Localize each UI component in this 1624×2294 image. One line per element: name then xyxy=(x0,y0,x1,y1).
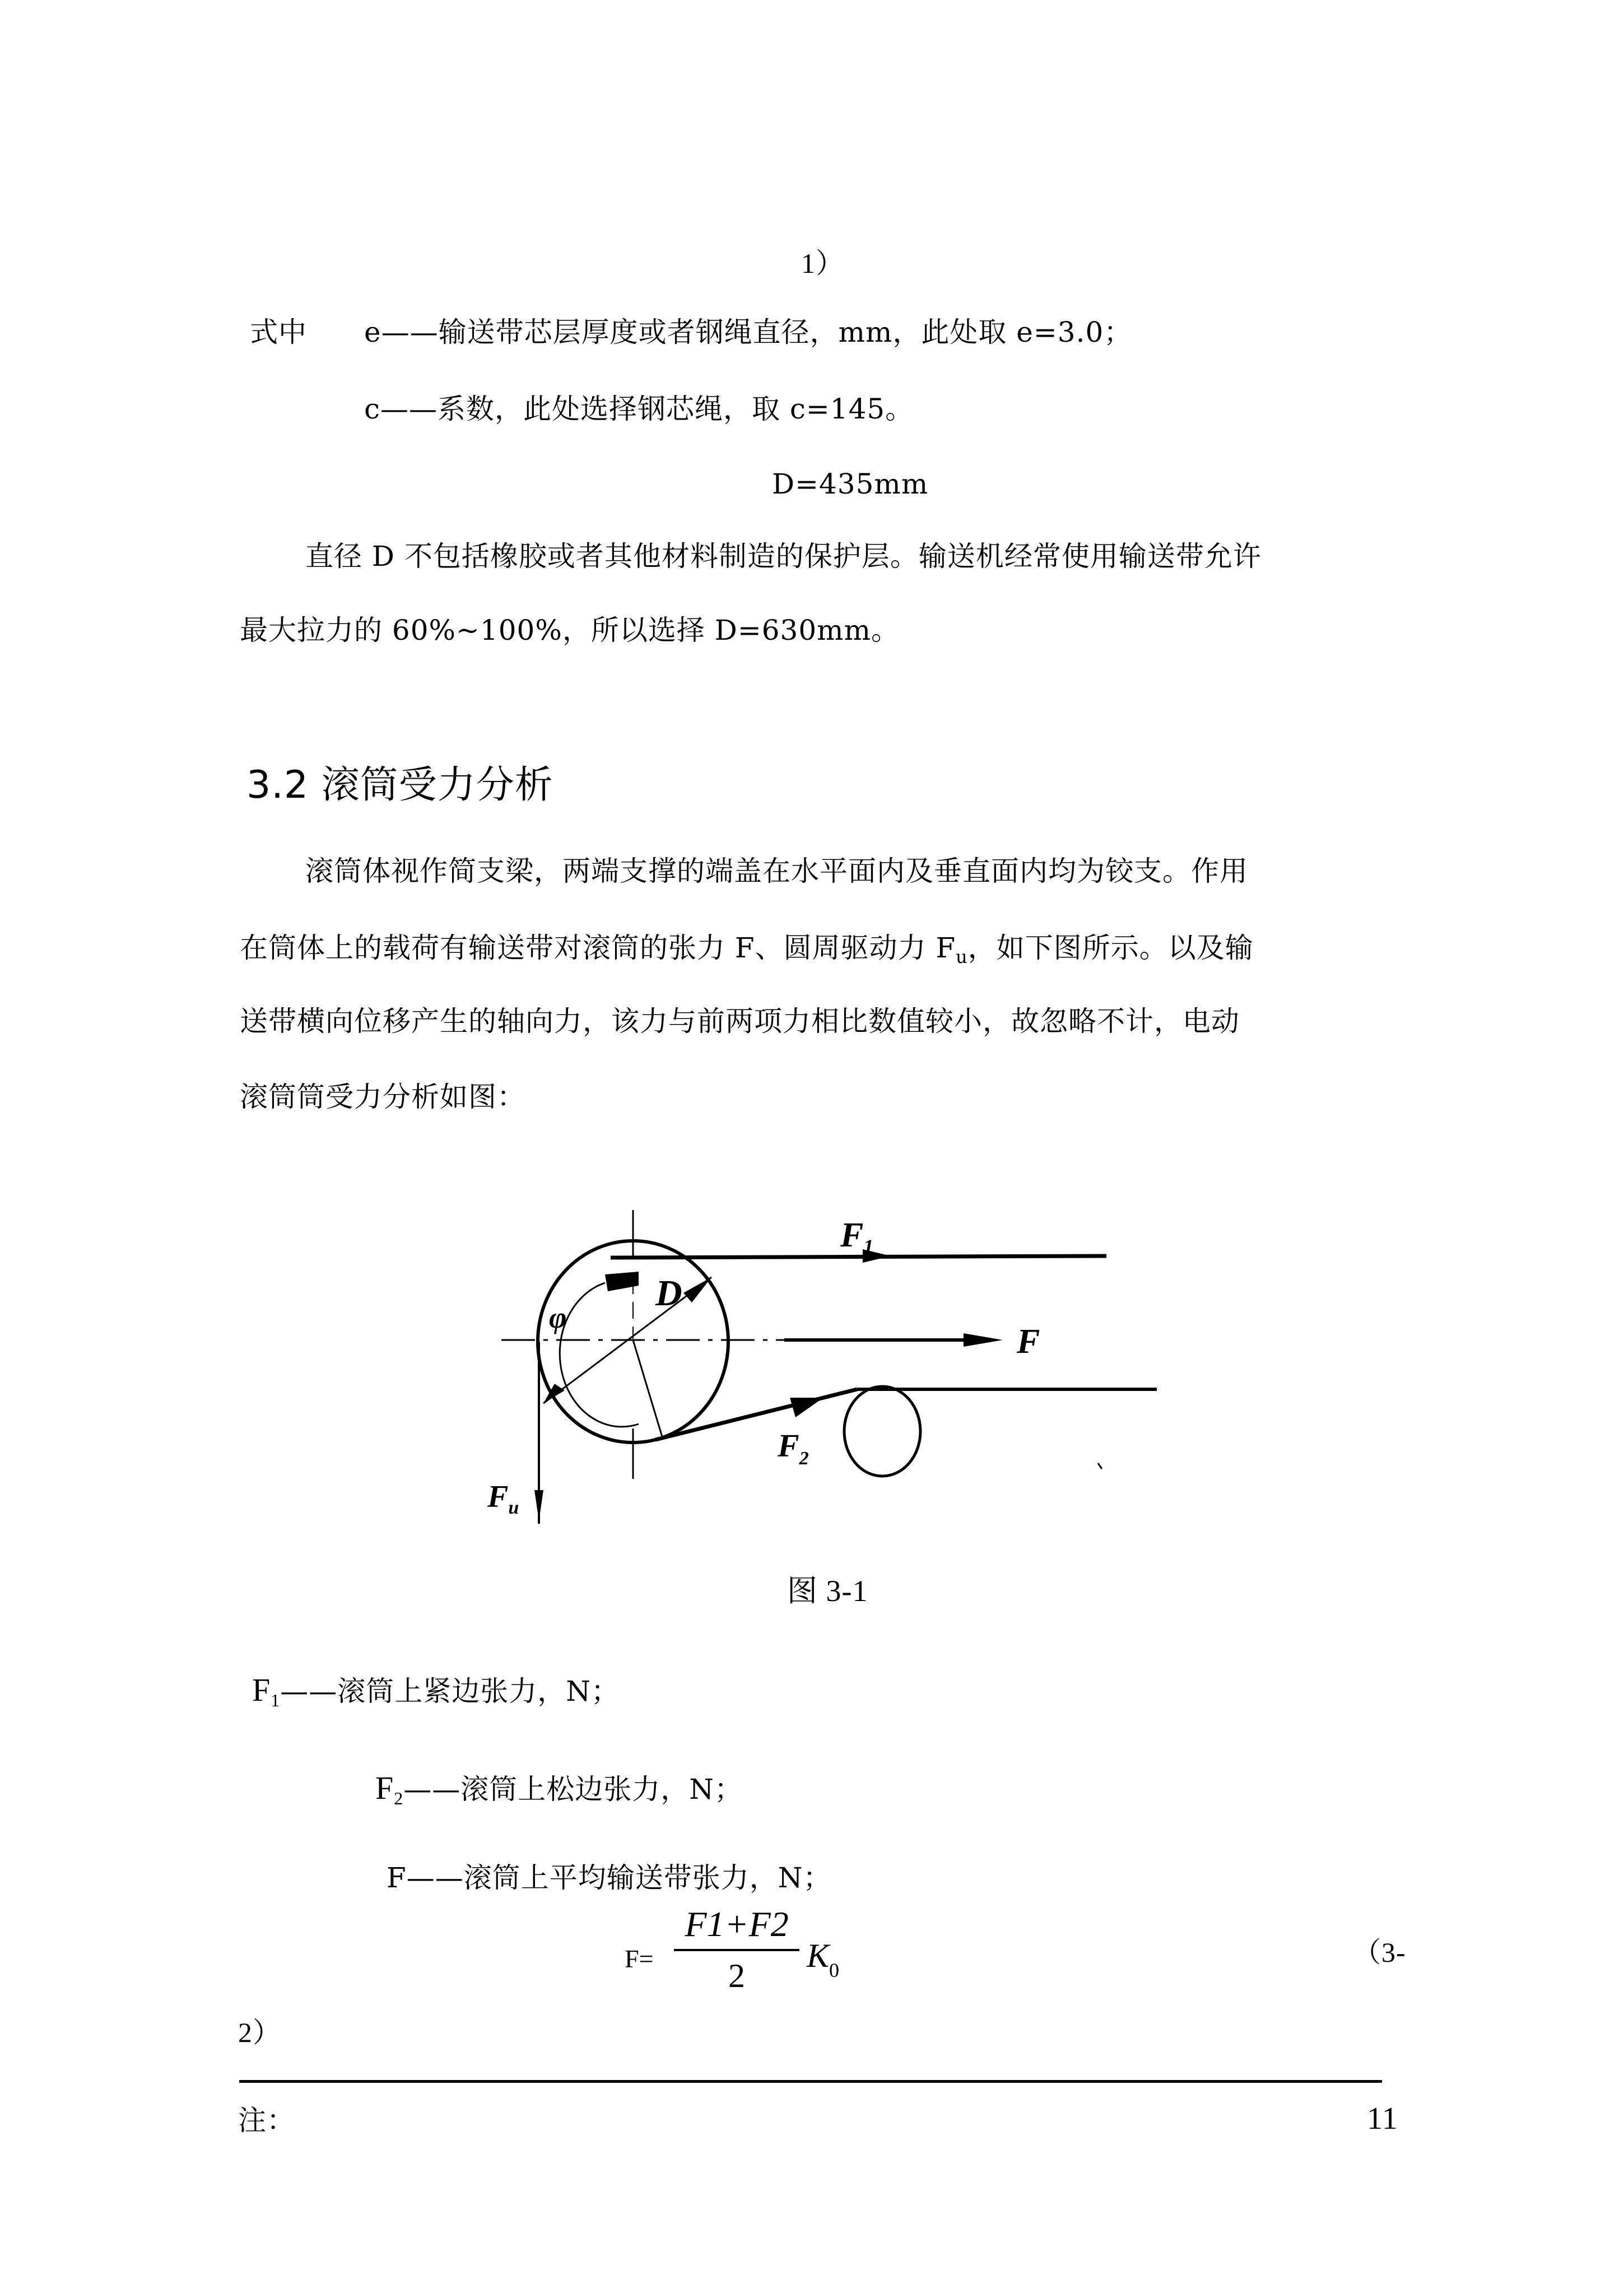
formula-average-tension xyxy=(625,1902,916,2003)
label-fu: $F_u$ xyxy=(487,1479,519,1518)
formula-numerator: F1+F2 xyxy=(685,1904,789,1944)
formula-factor xyxy=(807,1937,839,1982)
f1-subscript: 1 xyxy=(271,1690,281,1710)
equation-number-tail-2: 2） xyxy=(238,2017,281,2048)
stray-mark xyxy=(1098,1463,1102,1469)
wrap-angle-arc xyxy=(560,1283,639,1427)
force-f-arrowhead xyxy=(964,1333,1003,1347)
f2-symbol: F xyxy=(375,1770,394,1806)
formula-lhs: F= xyxy=(625,1944,654,1973)
formula-denominator: 2 xyxy=(728,1957,745,1994)
where-label: 式中 xyxy=(250,316,307,348)
page-number: 11 xyxy=(1367,2101,1398,2136)
force-fu-arrowhead xyxy=(534,1490,543,1521)
f2-subscript: 2 xyxy=(394,1788,404,1808)
label-f2: $F_2$ xyxy=(778,1427,809,1469)
paragraph-2-line-3: 送带横向位移产生的轴向力，该力与前两项力相比数值较小，故忽略不计，电动 xyxy=(240,1005,1240,1037)
figure-caption: 图 3-1 xyxy=(787,1574,868,1608)
paragraph-2-line-2 xyxy=(240,931,1254,974)
definition-f1 xyxy=(252,1673,620,1717)
definition-f: F——滚筒上平均输送带张力，N； xyxy=(387,1862,832,1894)
equation-number-tail-1: 1） xyxy=(801,248,844,279)
paragraph-1-line-2: 最大拉力的 60%~100%，所以选择 D=630mm。 xyxy=(240,614,900,646)
formula-fraction xyxy=(669,1902,804,1998)
snub-roller xyxy=(844,1386,920,1476)
f1-description: ——滚筒上紧边张力，N； xyxy=(280,1675,620,1707)
label-phi: φ xyxy=(549,1301,567,1334)
definition-f2 xyxy=(375,1771,743,1815)
fraction-bar xyxy=(674,1949,799,1951)
f2-arrowhead xyxy=(790,1398,823,1417)
paragraph-2-line-4: 滚筒筒受力分析如图： xyxy=(240,1081,525,1113)
factor-symbol: K xyxy=(807,1937,830,1974)
diameter-arrowhead xyxy=(683,1277,711,1302)
factor-subscript: 0 xyxy=(829,1959,840,1981)
f2-description: ——滚筒上松边张力，N； xyxy=(403,1773,743,1806)
label-d: D xyxy=(655,1273,682,1314)
drum-force-diagram xyxy=(471,1193,1176,1552)
footer-note-label: 注： xyxy=(238,2104,295,2137)
f1-symbol: F xyxy=(252,1672,271,1708)
definition-c: c——系数，此处选择钢芯绳，取 c=145。 xyxy=(364,393,914,425)
paragraph-2-line-1: 滚筒体视作简支梁，两端支撑的端盖在水平面内及垂直面内均为铰支。作用 xyxy=(305,855,1248,887)
result-diameter: D=435mm xyxy=(772,468,929,500)
paragraph-2-line-2-end: ，如下图所示。以及输 xyxy=(967,932,1254,964)
footer-divider xyxy=(239,2080,1382,2083)
fu-subscript: u xyxy=(956,946,968,967)
belt-slack-side xyxy=(655,1389,857,1440)
paragraph-2-line-2-start: 在筒体上的载荷有输送带对滚筒的张力 F、圆周驱动力 F xyxy=(240,932,956,964)
paragraph-1-line-1: 直径 D 不包括橡胶或者其他材料制造的保护层。输送机经常使用输送带允许 xyxy=(305,540,1262,573)
belt-tight-side xyxy=(611,1256,1106,1258)
label-f: F xyxy=(1017,1323,1040,1361)
equation-number-head: （3- xyxy=(1353,1937,1406,1968)
label-f1: F1 xyxy=(840,1216,874,1258)
section-heading: 3.2 滚筒受力分析 xyxy=(246,763,553,807)
definition-e: e——输送带芯层厚度或者钢绳直径，mm，此处取 e=3.0； xyxy=(364,316,1133,348)
